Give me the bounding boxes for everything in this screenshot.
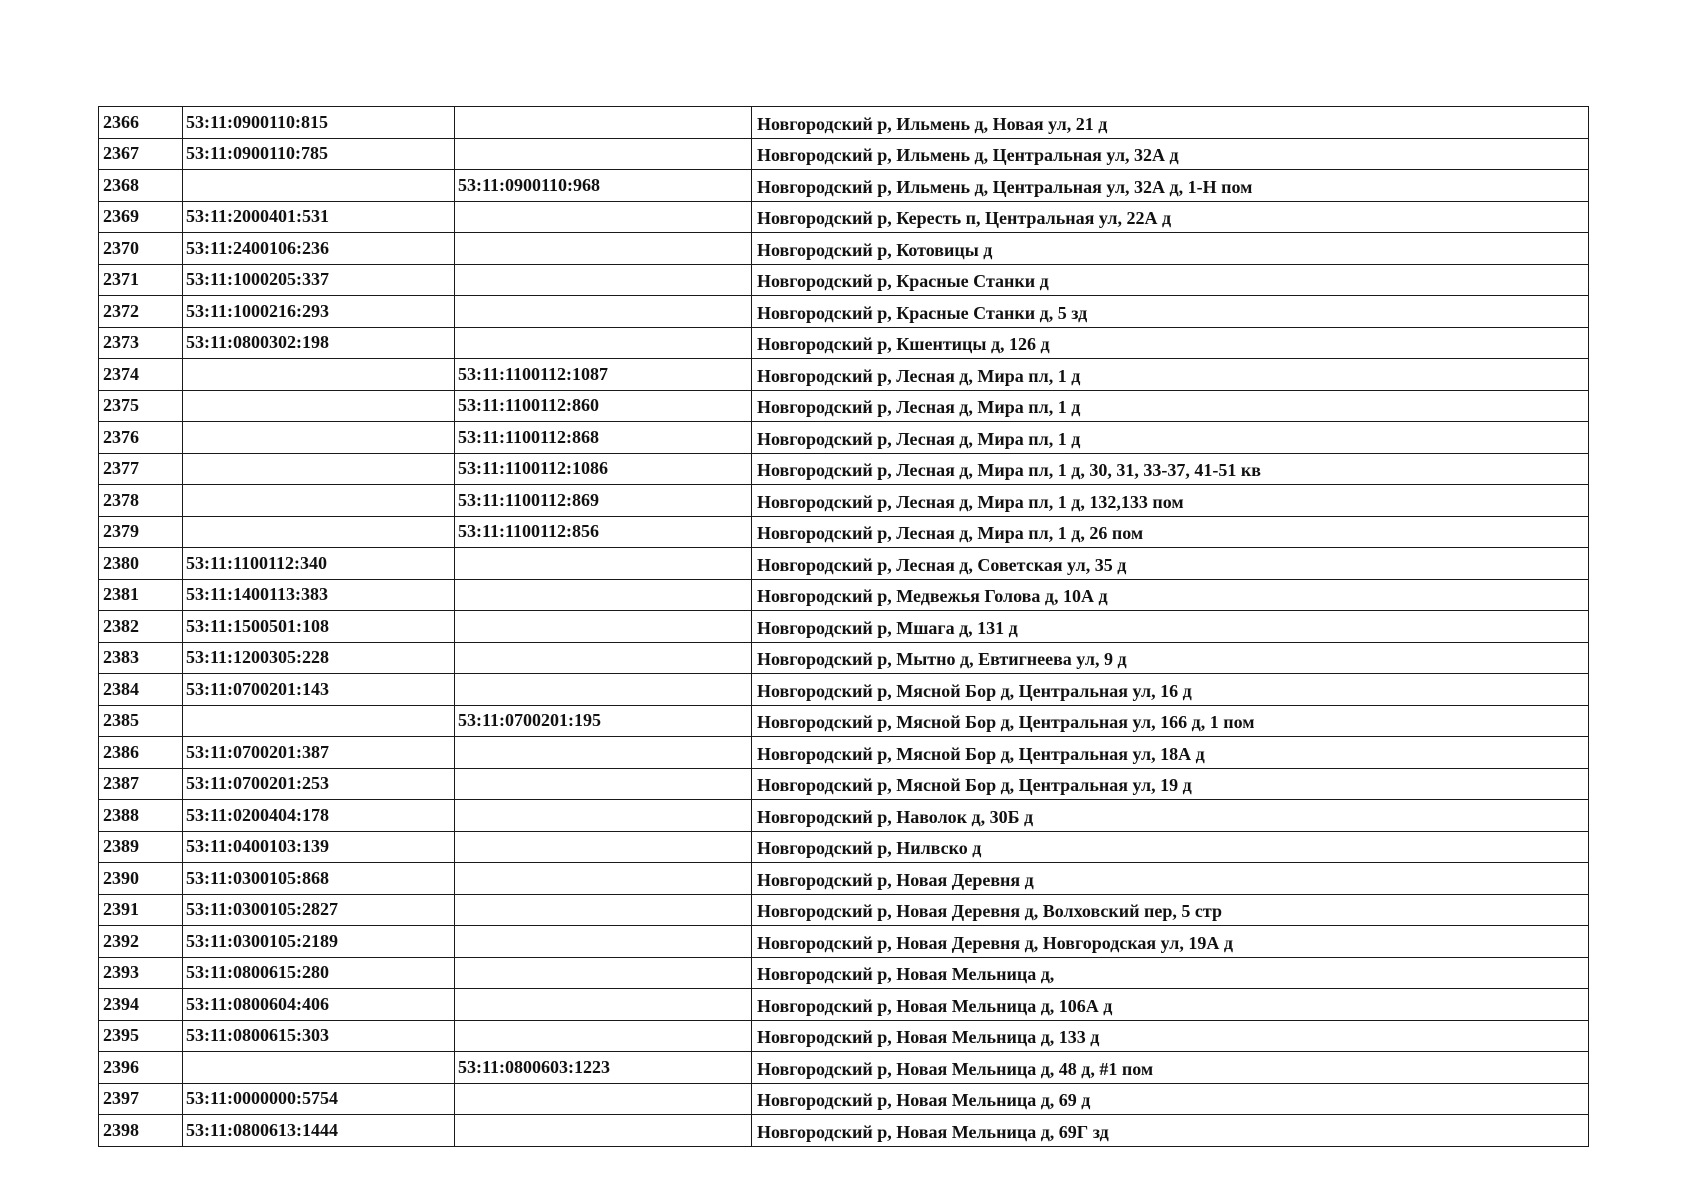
table-row (99, 579, 1589, 611)
table-row (99, 453, 1589, 485)
parcel-cadastral-number-cell: 53:11:0800613:1444 (183, 1115, 455, 1147)
table-row (99, 768, 1589, 800)
parcel-cadastral-number-cell: 53:11:2000401:531 (183, 201, 455, 233)
parcel-cadastral-number-cell: 53:11:1000216:293 (183, 296, 455, 328)
premise-cadastral-number-cell (455, 1083, 752, 1115)
parcel-cadastral-number-cell (183, 1052, 455, 1084)
premise-cadastral-number-cell (455, 233, 752, 265)
address-cell: Новгородский р, Котовицы д (752, 233, 1589, 265)
address-cell: Новгородский р, Новая Мельница д, 48 д, #1 пом (752, 1052, 1589, 1084)
premise-cadastral-number-cell (455, 894, 752, 926)
row-number-cell: 2386 (99, 737, 183, 769)
table-row (99, 1052, 1589, 1084)
row-number-cell: 2390 (99, 863, 183, 895)
row-number-cell: 2372 (99, 296, 183, 328)
row-number-cell: 2375 (99, 390, 183, 422)
row-number-cell: 2369 (99, 201, 183, 233)
address-cell: Новгородский р, Ильмень д, Новая ул, 21 д (752, 107, 1589, 139)
address-cell: Новгородский р, Мясной Бор д, Центральная ул, 16 д (752, 674, 1589, 706)
parcel-cadastral-number-cell: 53:11:0800302:198 (183, 327, 455, 359)
row-number-cell: 2392 (99, 926, 183, 958)
row-number-cell: 2398 (99, 1115, 183, 1147)
address-cell: Новгородский р, Красные Станки д, 5 зд (752, 296, 1589, 328)
address-cell: Новгородский р, Лесная д, Советская ул, 35 д (752, 548, 1589, 580)
table-row (99, 1020, 1589, 1052)
address-cell: Новгородский р, Кересть п, Центральная ул, 22А д (752, 201, 1589, 233)
address-cell: Новгородский р, Новая Мельница д, 69 д (752, 1083, 1589, 1115)
address-cell: Новгородский р, Ильмень д, Центральная ул, 32А д, 1-Н пом (752, 170, 1589, 202)
premise-cadastral-number-cell: 53:11:1100112:1086 (455, 453, 752, 485)
premise-cadastral-number-cell (455, 737, 752, 769)
row-number-cell: 2379 (99, 516, 183, 548)
row-number-cell: 2394 (99, 989, 183, 1021)
table-row (99, 201, 1589, 233)
address-cell: Новгородский р, Новая Мельница д, (752, 957, 1589, 989)
address-cell: Новгородский р, Новая Деревня д (752, 863, 1589, 895)
premise-cadastral-number-cell (455, 768, 752, 800)
table-row (99, 233, 1589, 265)
row-number-cell: 2374 (99, 359, 183, 391)
table-row (99, 138, 1589, 170)
premise-cadastral-number-cell (455, 1020, 752, 1052)
table-row (99, 863, 1589, 895)
row-number-cell: 2371 (99, 264, 183, 296)
premise-cadastral-number-cell (455, 831, 752, 863)
premise-cadastral-number-cell (455, 107, 752, 139)
table-row (99, 831, 1589, 863)
row-number-cell: 2367 (99, 138, 183, 170)
premise-cadastral-number-cell (455, 800, 752, 832)
address-cell: Новгородский р, Ильмень д, Центральная ул, 32А д (752, 138, 1589, 170)
table-row (99, 359, 1589, 391)
premise-cadastral-number-cell: 53:11:0700201:195 (455, 705, 752, 737)
parcel-cadastral-number-cell: 53:11:0700201:253 (183, 768, 455, 800)
table-row (99, 516, 1589, 548)
table-row (99, 737, 1589, 769)
parcel-cadastral-number-cell: 53:11:1400113:383 (183, 579, 455, 611)
parcel-cadastral-number-cell: 53:11:0400103:139 (183, 831, 455, 863)
premise-cadastral-number-cell (455, 642, 752, 674)
parcel-cadastral-number-cell (183, 359, 455, 391)
address-cell: Новгородский р, Новая Мельница д, 133 д (752, 1020, 1589, 1052)
row-number-cell: 2378 (99, 485, 183, 517)
address-cell: Новгородский р, Лесная д, Мира пл, 1 д, 26 пом (752, 516, 1589, 548)
premise-cadastral-number-cell (455, 327, 752, 359)
table-row (99, 926, 1589, 958)
parcel-cadastral-number-cell (183, 453, 455, 485)
parcel-cadastral-number-cell: 53:11:0700201:387 (183, 737, 455, 769)
premise-cadastral-number-cell: 53:11:1100112:868 (455, 422, 752, 454)
row-number-cell: 2385 (99, 705, 183, 737)
parcel-cadastral-number-cell (183, 170, 455, 202)
row-number-cell: 2387 (99, 768, 183, 800)
parcel-cadastral-number-cell: 53:11:0900110:785 (183, 138, 455, 170)
address-cell: Новгородский р, Лесная д, Мира пл, 1 д, 30, 31, 33-37, 41-51 кв (752, 453, 1589, 485)
table-row (99, 989, 1589, 1021)
parcel-cadastral-number-cell (183, 516, 455, 548)
table-row (99, 327, 1589, 359)
row-number-cell: 2366 (99, 107, 183, 139)
premise-cadastral-number-cell (455, 1115, 752, 1147)
row-number-cell: 2396 (99, 1052, 183, 1084)
table-row (99, 296, 1589, 328)
row-number-cell: 2373 (99, 327, 183, 359)
table-row (99, 674, 1589, 706)
address-cell: Новгородский р, Мшага д, 131 д (752, 611, 1589, 643)
table-row (99, 957, 1589, 989)
address-cell: Новгородский р, Новая Деревня д, Волховский пер, 5 стр (752, 894, 1589, 926)
table-row (99, 548, 1589, 580)
parcel-cadastral-number-cell: 53:11:0300105:2189 (183, 926, 455, 958)
table-row (99, 642, 1589, 674)
table-row (99, 800, 1589, 832)
address-cell: Новгородский р, Мясной Бор д, Центральная ул, 19 д (752, 768, 1589, 800)
table-row (99, 422, 1589, 454)
address-cell: Новгородский р, Наволок д, 30Б д (752, 800, 1589, 832)
parcel-cadastral-number-cell: 53:11:0000000:5754 (183, 1083, 455, 1115)
table-row (99, 1083, 1589, 1115)
premise-cadastral-number-cell: 53:11:1100112:1087 (455, 359, 752, 391)
table-row (99, 264, 1589, 296)
premise-cadastral-number-cell (455, 579, 752, 611)
row-number-cell: 2382 (99, 611, 183, 643)
premise-cadastral-number-cell (455, 264, 752, 296)
parcel-cadastral-number-cell: 53:11:0800615:280 (183, 957, 455, 989)
parcel-cadastral-number-cell (183, 390, 455, 422)
premise-cadastral-number-cell (455, 863, 752, 895)
address-cell: Новгородский р, Лесная д, Мира пл, 1 д (752, 359, 1589, 391)
address-cell: Новгородский р, Кшентицы д, 126 д (752, 327, 1589, 359)
premise-cadastral-number-cell (455, 548, 752, 580)
premise-cadastral-number-cell: 53:11:1100112:860 (455, 390, 752, 422)
parcel-cadastral-number-cell: 53:11:0200404:178 (183, 800, 455, 832)
address-cell: Новгородский р, Нилвско д (752, 831, 1589, 863)
row-number-cell: 2388 (99, 800, 183, 832)
row-number-cell: 2368 (99, 170, 183, 202)
premise-cadastral-number-cell (455, 611, 752, 643)
row-number-cell: 2376 (99, 422, 183, 454)
address-cell: Новгородский р, Мясной Бор д, Центральная ул, 166 д, 1 пом (752, 705, 1589, 737)
address-cell: Новгородский р, Лесная д, Мира пл, 1 д (752, 390, 1589, 422)
table-row (99, 1115, 1589, 1147)
row-number-cell: 2395 (99, 1020, 183, 1052)
table-row (99, 170, 1589, 202)
table-row (99, 485, 1589, 517)
premise-cadastral-number-cell (455, 926, 752, 958)
address-cell: Новгородский р, Новая Мельница д, 106А д (752, 989, 1589, 1021)
address-cell: Новгородский р, Лесная д, Мира пл, 1 д, 132,133 пом (752, 485, 1589, 517)
row-number-cell: 2393 (99, 957, 183, 989)
premise-cadastral-number-cell: 53:11:0800603:1223 (455, 1052, 752, 1084)
row-number-cell: 2384 (99, 674, 183, 706)
row-number-cell: 2391 (99, 894, 183, 926)
parcel-cadastral-number-cell (183, 422, 455, 454)
parcel-cadastral-number-cell: 53:11:1000205:337 (183, 264, 455, 296)
parcel-cadastral-number-cell: 53:11:0800615:303 (183, 1020, 455, 1052)
parcel-cadastral-number-cell: 53:11:0900110:815 (183, 107, 455, 139)
address-cell: Новгородский р, Красные Станки д (752, 264, 1589, 296)
premise-cadastral-number-cell (455, 957, 752, 989)
parcel-cadastral-number-cell (183, 485, 455, 517)
premise-cadastral-number-cell (455, 674, 752, 706)
parcel-cadastral-number-cell: 53:11:0800604:406 (183, 989, 455, 1021)
address-cell: Новгородский р, Мясной Бор д, Центральная ул, 18А д (752, 737, 1589, 769)
row-number-cell: 2389 (99, 831, 183, 863)
premise-cadastral-number-cell (455, 201, 752, 233)
row-number-cell: 2397 (99, 1083, 183, 1115)
address-cell: Новгородский р, Новая Мельница д, 69Г зд (752, 1115, 1589, 1147)
premise-cadastral-number-cell (455, 296, 752, 328)
parcel-cadastral-number-cell: 53:11:0700201:143 (183, 674, 455, 706)
row-number-cell: 2383 (99, 642, 183, 674)
registry-table (98, 106, 1589, 1147)
premise-cadastral-number-cell: 53:11:1100112:856 (455, 516, 752, 548)
parcel-cadastral-number-cell: 53:11:1500501:108 (183, 611, 455, 643)
parcel-cadastral-number-cell (183, 705, 455, 737)
premise-cadastral-number-cell (455, 989, 752, 1021)
row-number-cell: 2370 (99, 233, 183, 265)
registry-table-body (99, 107, 1589, 1147)
address-cell: Новгородский р, Лесная д, Мира пл, 1 д (752, 422, 1589, 454)
address-cell: Новгородский р, Новая Деревня д, Новгородская ул, 19А д (752, 926, 1589, 958)
parcel-cadastral-number-cell: 53:11:1100112:340 (183, 548, 455, 580)
parcel-cadastral-number-cell: 53:11:0300105:868 (183, 863, 455, 895)
row-number-cell: 2377 (99, 453, 183, 485)
parcel-cadastral-number-cell: 53:11:1200305:228 (183, 642, 455, 674)
row-number-cell: 2380 (99, 548, 183, 580)
table-row (99, 107, 1589, 139)
table-row (99, 894, 1589, 926)
parcel-cadastral-number-cell: 53:11:2400106:236 (183, 233, 455, 265)
premise-cadastral-number-cell: 53:11:1100112:869 (455, 485, 752, 517)
table-row (99, 705, 1589, 737)
address-cell: Новгородский р, Медвежья Голова д, 10А д (752, 579, 1589, 611)
parcel-cadastral-number-cell: 53:11:0300105:2827 (183, 894, 455, 926)
address-cell: Новгородский р, Мытно д, Евтигнеева ул, 9 д (752, 642, 1589, 674)
row-number-cell: 2381 (99, 579, 183, 611)
premise-cadastral-number-cell (455, 138, 752, 170)
table-row (99, 611, 1589, 643)
table-row (99, 390, 1589, 422)
premise-cadastral-number-cell: 53:11:0900110:968 (455, 170, 752, 202)
